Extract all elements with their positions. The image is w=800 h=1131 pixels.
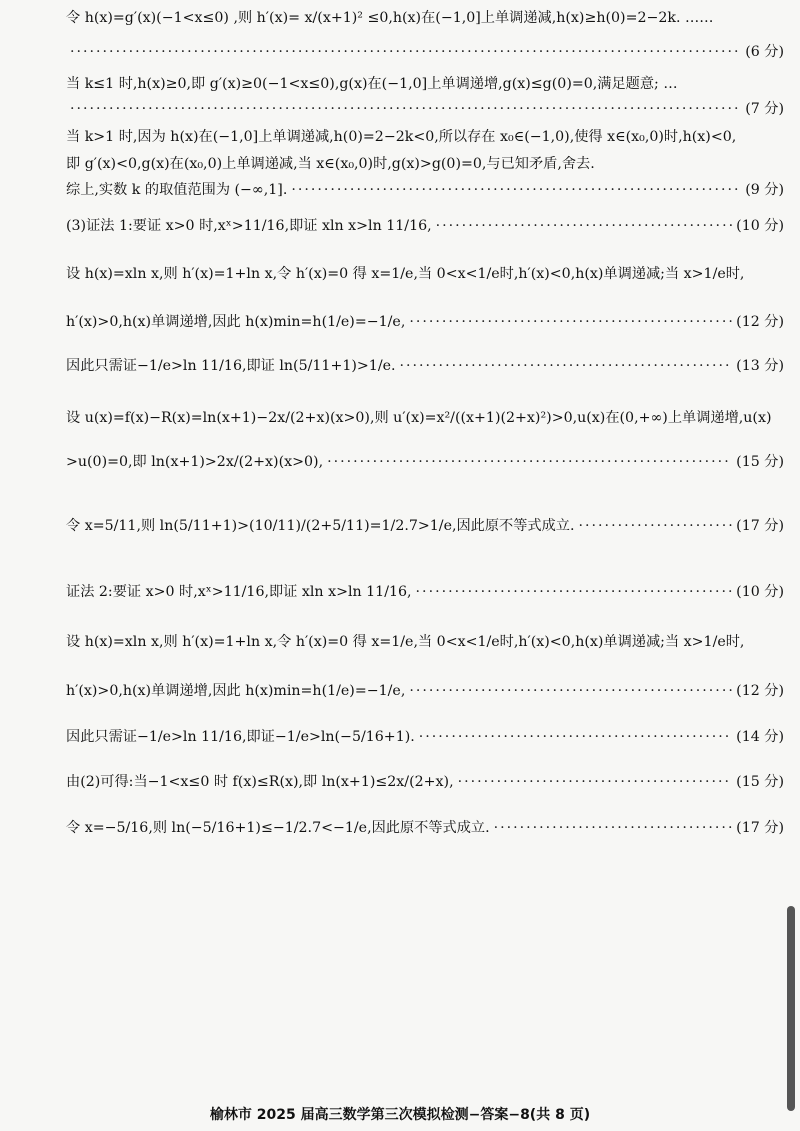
line-11 bbox=[66, 356, 784, 376]
line-text: 设 u(x)=f(x)−R(x)=ln(x+1)−2x/(2+x)(x>0),则 u′(x)=x²/((x+1)(2+x)²)>0,u(x)在(0,+∞)上单调递增,u(x) bbox=[66, 410, 772, 426]
score-label: (12 分) bbox=[736, 314, 784, 330]
line-10 bbox=[66, 312, 784, 332]
line-13 bbox=[66, 452, 784, 472]
line-text: 当 k≤1 时,h(x)≥0,即 g′(x)≥0(−1<x≤0),g(x)在(−1,0]上单调递增,g(x)≤g(0)=0,满足题意; … bbox=[66, 76, 678, 92]
leader-dots bbox=[400, 356, 733, 376]
line-18 bbox=[66, 727, 784, 747]
scrollbar-thumb[interactable] bbox=[787, 906, 795, 1111]
line-8 bbox=[66, 216, 784, 236]
leader-dots bbox=[419, 727, 732, 747]
page-footer: 榆林市 2025 届高三数学第三次模拟检测−答案−8(共 8 页) bbox=[209, 1107, 591, 1123]
line-17 bbox=[66, 681, 784, 701]
line-text: h′(x)>0,h(x)单调递增,因此 h(x)min=h(1/e)=−1/e, bbox=[66, 683, 406, 699]
line-7 bbox=[66, 180, 784, 200]
score-label: (10 分) bbox=[736, 218, 784, 234]
leader-dots bbox=[409, 312, 732, 332]
line-text: 由(2)可得:当−1<x≤0 时 f(x)≤R(x),即 ln(x+1)≤2x/(2+x), bbox=[66, 774, 454, 790]
line-text: 当 k>1 时,因为 h(x)在(−1,0]上单调递减,h(0)=2−2k<0,所以存在 x₀∈(−1,0),使得 x∈(x₀,0)时,h(x)<0, bbox=[66, 129, 737, 145]
score-label: (13 分) bbox=[736, 358, 784, 374]
score-label: (15 分) bbox=[736, 454, 784, 470]
leader-dots bbox=[458, 772, 733, 792]
leader-dots bbox=[579, 516, 733, 536]
score-label: (14 分) bbox=[736, 729, 784, 745]
line-text: 即 g′(x)<0,g(x)在(x₀,0)上单调递减,当 x∈(x₀,0)时,g(x)>g(0)=0,与已知矛盾,舍去. bbox=[66, 156, 595, 172]
leader-dots bbox=[409, 681, 732, 701]
line-text: 因此只需证−1/e>ln 11/16,即证 ln(5/11+1)>1/e. bbox=[66, 358, 396, 374]
line-text: 综上,实数 k 的取值范围为 (−∞,1]. bbox=[66, 182, 288, 198]
line-text: (3)证法 1:要证 x>0 时,xˣ>11/16,即证 xln x>ln 11/16, bbox=[66, 218, 432, 234]
score-label: (9 分) bbox=[745, 182, 784, 198]
leader-dots bbox=[291, 180, 741, 200]
leader-dots bbox=[416, 582, 733, 602]
line-text: 设 h(x)=xln x,则 h′(x)=1+ln x,令 h′(x)=0 得 x=1/e,当 0<x<1/e时,h′(x)<0,h(x)单调递减;当 x>1/e时, bbox=[66, 634, 745, 650]
leader-dots bbox=[70, 99, 741, 119]
leader-dots bbox=[327, 452, 732, 472]
line-text: 令 x=5/11,则 ln(5/11+1)>(10/11)/(2+5/11)=1/2.7>1/e,因此原不等式成立. bbox=[66, 518, 575, 534]
line-text: >u(0)=0,即 ln(x+1)>2x/(2+x)(x>0), bbox=[66, 454, 324, 470]
score-label: (17 分) bbox=[736, 518, 784, 534]
line-19 bbox=[66, 772, 784, 792]
score-label: (17 分) bbox=[736, 820, 784, 836]
line-text: 设 h(x)=xln x,则 h′(x)=1+ln x,令 h′(x)=0 得 x=1/e,当 0<x<1/e时,h′(x)<0,h(x)单调递减;当 x>1/e时, bbox=[66, 266, 745, 282]
score-label: (6 分) bbox=[745, 44, 784, 60]
line-text: 令 x=−5/16,则 ln(−5/16+1)≤−1/2.7<−1/e,因此原不等式成立. bbox=[66, 820, 490, 836]
score-label: (15 分) bbox=[736, 774, 784, 790]
line-1 bbox=[66, 8, 784, 28]
line-5 bbox=[66, 127, 784, 147]
leader-dots bbox=[494, 818, 733, 838]
line-16 bbox=[66, 632, 784, 652]
line-text: h′(x)>0,h(x)单调递增,因此 h(x)min=h(1/e)=−1/e, bbox=[66, 314, 406, 330]
line-6 bbox=[66, 154, 784, 174]
score-label: (7 分) bbox=[745, 101, 784, 117]
leader-dots bbox=[70, 42, 741, 62]
line-2 bbox=[66, 42, 784, 62]
line-text: 令 h(x)=g′(x)(−1<x≤0) ,则 h′(x)= x/(x+1)² ≤0,h(x)在(−1,0]上单调递减,h(x)≥h(0)=2−2k. …… bbox=[66, 10, 714, 26]
line-9 bbox=[66, 264, 784, 284]
line-text: 因此只需证−1/e>ln 11/16,即证−1/e>ln(−5/16+1). bbox=[66, 729, 415, 745]
line-15 bbox=[66, 582, 784, 602]
line-14 bbox=[66, 516, 784, 536]
leader-dots bbox=[436, 216, 733, 236]
line-20 bbox=[66, 818, 784, 838]
line-4 bbox=[66, 99, 784, 119]
score-label: (10 分) bbox=[736, 584, 784, 600]
line-text: 证法 2:要证 x>0 时,xˣ>11/16,即证 xln x>ln 11/16, bbox=[66, 584, 412, 600]
line-12 bbox=[66, 408, 784, 428]
line-3 bbox=[66, 74, 784, 94]
score-label: (12 分) bbox=[736, 683, 784, 699]
